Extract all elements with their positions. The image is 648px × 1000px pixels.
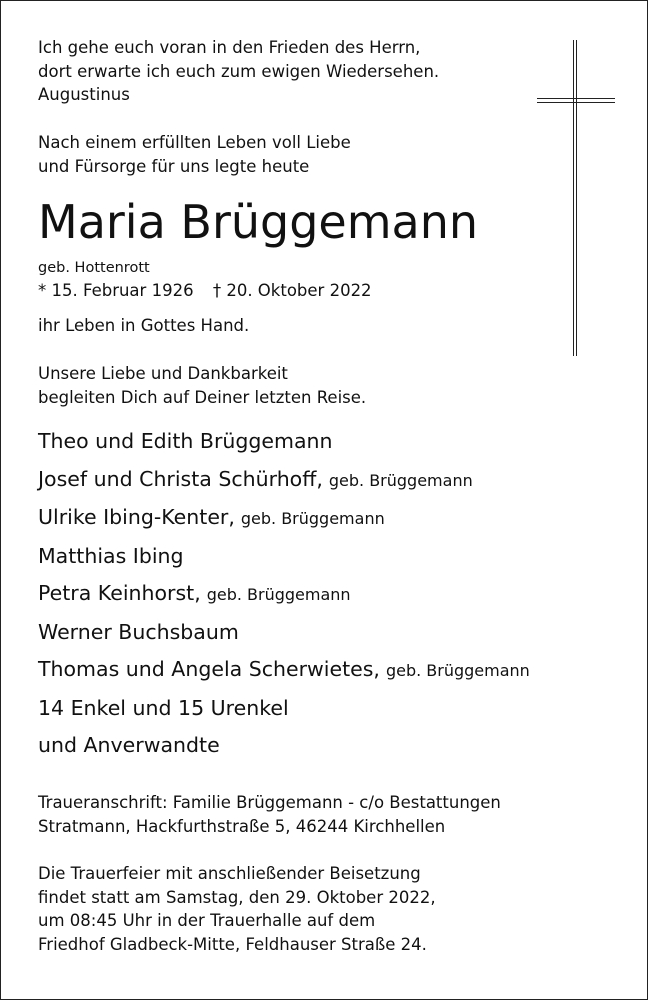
quote-block bbox=[38, 36, 439, 107]
life-dates bbox=[38, 279, 386, 303]
hand-text: ihr Leben in Gottes Hand. bbox=[38, 316, 250, 335]
address-line-1: Traueranschrift: Familie Brüggemann - c/o Bestattungen bbox=[38, 793, 501, 812]
service-line-3: um 08:45 Uhr in der Trauerhalle auf dem bbox=[38, 911, 376, 930]
address-line-2: Stratmann, Hackfurthstraße 5, 46244 Kirchhellen bbox=[38, 816, 446, 836]
intro-line-1: Nach einem erfüllten Leben voll Liebe bbox=[38, 133, 351, 152]
birth-date: * 15. Februar 1926 bbox=[38, 281, 194, 300]
intro-block bbox=[38, 131, 351, 178]
family-member: Thomas und Angela Scherwietes, geb. Brüggemann bbox=[38, 657, 530, 681]
family-member: Theo und Edith Brüggemann bbox=[38, 429, 333, 453]
family-member: Werner Buchsbaum bbox=[38, 619, 239, 644]
family-member: Petra Keinhorst, geb. Brüggemann bbox=[38, 581, 351, 605]
service-block bbox=[38, 862, 436, 956]
cross-icon-horizontal bbox=[537, 98, 615, 103]
service-line-1: Die Trauerfeier mit anschließender Beisetzung bbox=[38, 864, 421, 883]
family-member: und Anverwandte bbox=[38, 733, 220, 757]
quote-line-1: Ich gehe euch voran in den Frieden des Herrn, bbox=[38, 38, 421, 57]
family-member: Matthias Ibing bbox=[38, 543, 184, 568]
maiden-name: geb. Hottenrott bbox=[38, 260, 150, 276]
family-member: 14 Enkel und 15 Urenkel bbox=[38, 695, 289, 720]
death-date: † 20. Oktober 2022 bbox=[212, 281, 372, 300]
quote-line-2: dort erwarte ich euch zum ewigen Wiedersehen. bbox=[38, 61, 440, 81]
gods-hand-line bbox=[38, 314, 249, 338]
family-list bbox=[38, 423, 530, 765]
love-line-1: Unsere Liebe und Dankbarkeit bbox=[38, 364, 288, 383]
intro-line-2: und Fürsorge für uns legte heute bbox=[38, 156, 310, 176]
service-line-4: Friedhof Gladbeck-Mitte, Feldhauser Straße 24. bbox=[38, 934, 427, 954]
service-line-2: findet statt am Samstag, den 29. Oktober 2022, bbox=[38, 887, 436, 907]
family-member: Ulrike Ibing-Kenter, geb. Brüggemann bbox=[38, 505, 385, 529]
deceased-name: Maria Brüggemann bbox=[38, 195, 479, 249]
quote-author: Augustinus bbox=[38, 85, 130, 104]
love-block bbox=[38, 362, 366, 409]
address-block bbox=[38, 791, 501, 838]
family-member: Josef und Christa Schürhoff, geb. Brüggemann bbox=[38, 466, 473, 491]
love-line-2: begleiten Dich auf Deiner letzten Reise. bbox=[38, 387, 367, 407]
cross-icon-vertical bbox=[573, 40, 577, 356]
